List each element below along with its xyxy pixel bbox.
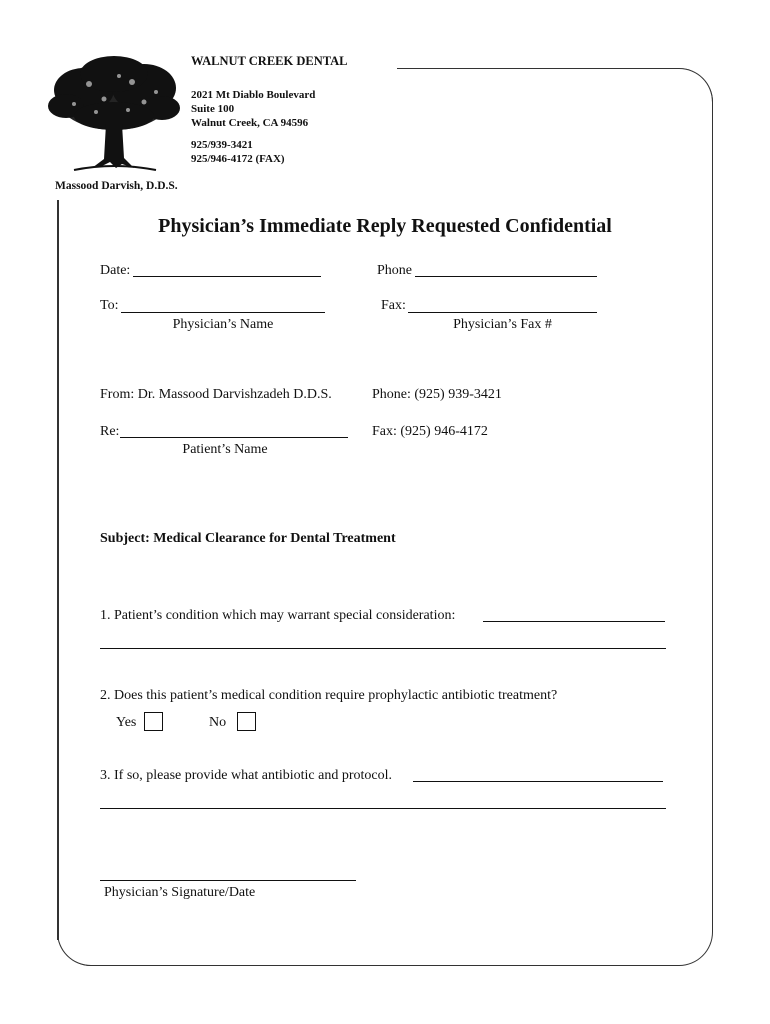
no-checkbox[interactable] xyxy=(237,712,256,731)
phone-label: Phone xyxy=(377,263,412,278)
from-phone: Phone: (925) 939-3421 xyxy=(372,387,502,402)
yes-label: Yes xyxy=(116,715,137,730)
to-label: To: xyxy=(100,298,119,313)
from-fax: Fax: (925) 946-4172 xyxy=(372,424,488,439)
patient-name-field[interactable] xyxy=(120,437,348,438)
dentist-name: Massood Darvish, D.D.S. xyxy=(55,180,178,192)
date-field[interactable] xyxy=(133,276,321,277)
physician-name-caption: Physician’s Name xyxy=(172,317,274,332)
practice-fax: 925/946-4172 (FAX) xyxy=(191,153,285,165)
address-line-3: Walnut Creek, CA 94596 xyxy=(191,117,309,129)
practice-phone: 925/939-3421 xyxy=(191,139,253,151)
yes-checkbox[interactable] xyxy=(144,712,163,731)
address-line-1: 2021 Mt Diablo Boulevard xyxy=(191,89,316,101)
fax-label: Fax: xyxy=(381,298,406,313)
question-1-field-line-2[interactable] xyxy=(100,648,666,649)
physician-fax-field[interactable] xyxy=(408,312,597,313)
physician-name-field[interactable] xyxy=(121,312,325,313)
question-1: 1. Patient’s condition which may warrant special consideration: xyxy=(100,608,456,623)
frame-left-line xyxy=(57,200,59,940)
date-label: Date: xyxy=(100,263,131,278)
subject-line: Subject: Medical Clearance for Dental Treatment xyxy=(100,531,396,546)
question-3-field-line-2[interactable] xyxy=(100,808,666,809)
form-title: Physician’s Immediate Reply Requested Confidential xyxy=(158,215,612,237)
frame-bottom-left-corner xyxy=(57,930,93,966)
no-label: No xyxy=(209,715,227,730)
practice-name: WALNUT CREEK DENTAL xyxy=(191,54,348,68)
oak-tree-logo xyxy=(44,54,184,176)
form-frame xyxy=(57,68,713,966)
signature-field[interactable] xyxy=(100,880,356,881)
address-line-2: Suite 100 xyxy=(191,103,235,115)
from-text: From: Dr. Massood Darvishzadeh D.D.S. xyxy=(100,387,332,402)
question-2: 2. Does this patient’s medical condition require prophylactic antibiotic treatment? xyxy=(100,688,558,703)
question-1-field[interactable] xyxy=(483,621,665,622)
patient-name-caption: Patient’s Name xyxy=(182,442,268,457)
physician-fax-caption: Physician’s Fax # xyxy=(453,317,552,332)
question-3: 3. If so, please provide what antibiotic and protocol. xyxy=(100,768,392,783)
re-label: Re: xyxy=(100,424,120,439)
question-3-field[interactable] xyxy=(413,781,663,782)
signature-caption: Physician’s Signature/Date xyxy=(104,885,256,900)
phone-field[interactable] xyxy=(415,276,597,277)
